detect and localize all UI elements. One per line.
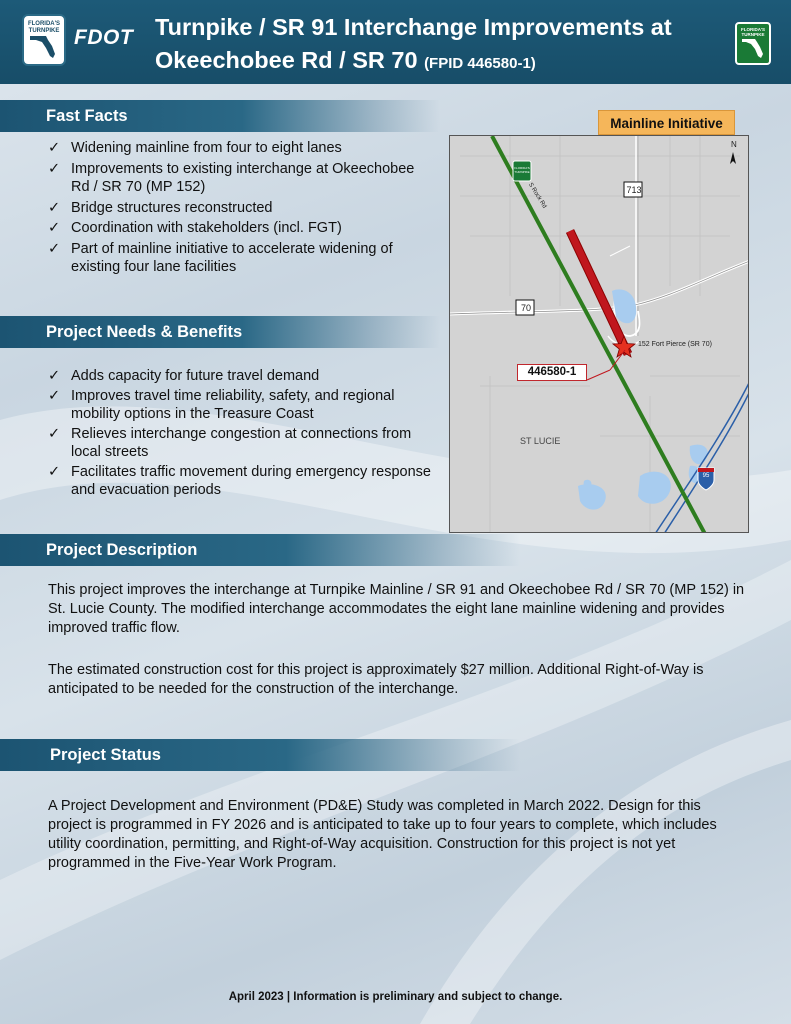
footer-date: April 2023 | bbox=[228, 991, 291, 1003]
check-icon: ✓ bbox=[48, 425, 61, 442]
check-icon: ✓ bbox=[48, 387, 61, 404]
florida-shape-icon bbox=[737, 35, 769, 63]
mainline-initiative-tab: Mainline Initiative bbox=[598, 110, 735, 135]
turnpike-map-shield-label: FLORIDA'S TURNPIKE bbox=[514, 166, 530, 174]
list-item: ✓ Improvements to existing interchange at Okeechobee Rd / SR 70 (MP 152) bbox=[48, 160, 415, 195]
footer-disclaimer: Information is preliminary and subject to change. bbox=[293, 991, 563, 1003]
fdot-logo: FDOT bbox=[74, 26, 134, 49]
list-item: ✓ Improves travel time reliability, safety, and regional mobility options in the Treasure Coast bbox=[48, 387, 395, 422]
florida-shape-icon bbox=[24, 32, 64, 62]
check-icon: ✓ bbox=[48, 140, 61, 156]
list-item: ✓ Facilitates traffic movement during emergency response and evacuation periods bbox=[48, 463, 431, 498]
project-status-heading: Project Status bbox=[0, 739, 520, 771]
turnpike-shield-logo bbox=[735, 22, 771, 65]
list-item: ✓ Coordination with stakeholders (incl. FGT) bbox=[48, 220, 342, 236]
fast-facts-heading: Fast Facts bbox=[0, 100, 440, 132]
list-item: ✓ Adds capacity for future travel demand bbox=[48, 368, 320, 384]
description-paragraph-2: The estimated construction cost for this project is approximately $27 million. Additional Right-of-Way is anticipated to be needed for the construction of the interchange. bbox=[48, 662, 704, 697]
check-icon: ✓ bbox=[48, 240, 61, 257]
project-description-heading: Project Description bbox=[0, 534, 520, 566]
project-location-map bbox=[449, 110, 749, 533]
list-item: ✓ Widening mainline from four to eight lanes bbox=[48, 140, 342, 156]
rock-road-label: S Rock Rd bbox=[526, 182, 548, 210]
check-icon: ✓ bbox=[48, 160, 61, 177]
header-banner bbox=[0, 0, 791, 84]
list-item: ✓ Part of mainline initiative to accelerate widening of existing four lane facilities bbox=[48, 240, 393, 275]
check-icon: ✓ bbox=[48, 199, 61, 216]
page-title bbox=[155, 11, 725, 80]
project-id-callout: 446580-1 bbox=[517, 364, 587, 381]
interchange-label: 152 Fort Pierce (SR 70) bbox=[638, 341, 712, 348]
list-item: ✓ Relieves interchange congestion at connections from local streets bbox=[48, 425, 412, 460]
fpid-label: (FPID 446580-1) bbox=[424, 55, 536, 72]
project-needs-list bbox=[48, 367, 433, 500]
road-95-label: 95 bbox=[702, 473, 710, 479]
road-713-label: 713 bbox=[626, 185, 642, 195]
turnpike-logo bbox=[22, 14, 66, 66]
title-line-2: Okeechobee Rd / SR 70 bbox=[155, 47, 418, 73]
turnpike-shield-text: FLORIDA'S TURNPIKE bbox=[740, 27, 766, 37]
check-icon: ✓ bbox=[48, 463, 61, 480]
road-70-label: 70 bbox=[520, 303, 531, 313]
status-paragraph: A Project Development and Environment (PD&E) Study was completed in March 2022. Design for this project is programmed in FY 2026 and is anticipated to take up to four years to complete, which includes utility coordination, permitting, and Right-of-Way acquisition. Construction for this project is not yet programmed in the Five-Year Work Program. bbox=[48, 798, 717, 871]
footer-note bbox=[0, 991, 791, 1003]
check-icon: ✓ bbox=[48, 368, 61, 384]
title-line-1: Turnpike / SR 91 Interchange Improvements at bbox=[155, 14, 672, 40]
north-label: N bbox=[731, 140, 737, 149]
turnpike-logo-text: FLORIDA'S TURNPIKE bbox=[27, 21, 61, 34]
project-needs-heading: Project Needs & Benefits bbox=[0, 316, 440, 348]
county-label: ST LUCIE bbox=[520, 436, 561, 446]
list-item: ✓ Bridge structures reconstructed bbox=[48, 199, 273, 216]
map-frame bbox=[449, 135, 749, 533]
description-paragraph-1: This project improves the interchange at Turnpike Mainline / SR 91 and Okeechobee Rd / SR 70 (MP 152) in St. Lucie County. The modified interchange accommodates the eight lane mainline widening and provides improved traffic flow. bbox=[48, 582, 745, 636]
fast-facts-list bbox=[48, 139, 433, 277]
check-icon: ✓ bbox=[48, 220, 61, 236]
